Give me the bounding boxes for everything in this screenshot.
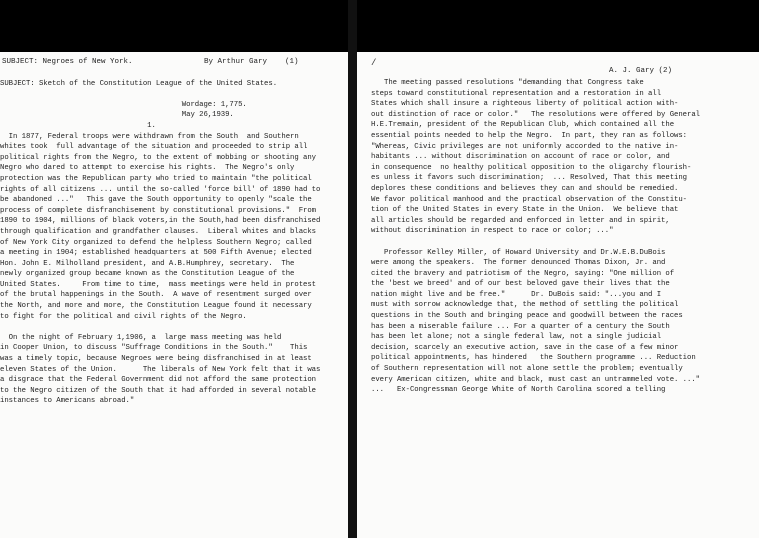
text-line: process of complete disfranchisement by constitutional provisions." From (0, 206, 317, 215)
text-line: instances to Americans abroad." (0, 397, 135, 406)
text-line (0, 89, 320, 100)
text-line: Professor Kelley Miller, of Howard University and Dr.W.E.B.DuBois (371, 248, 666, 257)
text-line: a disgrace that the Federal Government did not afford the same protection (0, 376, 317, 385)
author-header: By Arthur Gary (1) (204, 58, 299, 66)
text-line: Hon. John E. Milholland president, and A.B.Humphrey, secretary. The (0, 259, 295, 268)
text-line: were among the speakers. The former denounced Thomas Dixon, Jr. and (371, 259, 666, 268)
left-body-text (0, 68, 320, 407)
text-line: all articles should be regarded and enforced in letter and in spirit, (371, 216, 670, 225)
text-line (371, 237, 700, 248)
text-line: "Whereas, Civic privileges are not uniformly accorded to the native in- (371, 142, 679, 151)
text-line: through qualification and grandfather clauses. Liberal whites and blacks (0, 227, 317, 236)
text-line: decision, scarcely an executive action, save in the case of a few minor (371, 343, 679, 352)
text-line: whites took full advantage of the situation and proceeded to strip all (0, 143, 308, 152)
text-line: protection was the Republican party who tried to maintain "the political (0, 174, 312, 183)
text-line (0, 322, 320, 333)
text-line: to fight for the political and civil rights of the Negro. (0, 312, 247, 321)
text-line: Wordage: 1,775. (0, 100, 247, 109)
text-line: every American citizen, white and black, must cast an untrammeled vote. ..." (371, 375, 700, 384)
text-line: May 26,1939. (0, 111, 234, 120)
text-line: the North, and more and more, the Constitution League found it necessary (0, 302, 312, 311)
text-line: SUBJECT: Sketch of the Constitution League of the United States. (0, 79, 278, 88)
text-line: steps toward constitutional representation and a restoration in all (371, 89, 662, 98)
text-line: 1890 to 1904, millions of black voters,in the South,had been disfranchised (0, 217, 321, 226)
book-gutter (348, 0, 357, 538)
text-line: questions in the South and bringing peace and goodwill between the races (371, 312, 683, 321)
text-line: rights of all citizens ... until the so-called 'force bill' of 1890 had to (0, 185, 321, 194)
text-line: On the night of February 1,1906, a large mass meeting was held (0, 333, 282, 342)
text-line: to the Negro citizen of the South that it had afforded in several notable (0, 386, 317, 395)
text-line: States which shall insure a righteous liberty of political action with- (371, 100, 679, 109)
text-line: We favor political manhood and the practical observation of the Constitu- (371, 195, 688, 204)
text-line: Negro who dared to attempt to exercise his rights. The Negro's only (0, 164, 295, 173)
text-line: political rights from the Negro, to the extent of mobbing or shooting any (0, 153, 317, 162)
page-header: A. J. Gary (2) (609, 67, 673, 75)
text-line: in Cooper Union, to discuss "Suffrage Conditions in the South." This (0, 344, 308, 353)
text-line: of the brutal happenings in the South. A wave of resentment surged over (0, 291, 312, 300)
text-line: has been let alone; not a single federal law, not a single judicial (371, 333, 662, 342)
text-line: es unless it favors such discrimination; ... Resolved, That this meeting (371, 174, 688, 183)
text-line: tion of the United States in every State in the Union. We believe that (371, 206, 679, 215)
text-line: cited the bravery and patriotism of the Negro, saying: "One million of (371, 269, 675, 278)
text-line: political appointments, has hindered the Southern programme ... Reduction (371, 354, 696, 363)
text-line (0, 68, 320, 79)
text-line: be abandoned ..." This gave the South opportunity to openly "scale the (0, 196, 312, 205)
text-line: eleven States of the Union. The liberals of New York felt that it was (0, 365, 321, 374)
text-line: essential points needed to help the Negro. In part, they ran as follows: (371, 131, 688, 140)
pencil-mark: / (371, 58, 377, 68)
text-line: ... Ex-Congressman George White of North Carolina scored a telling (371, 386, 666, 395)
text-line: has been a miserable failure ... For a quarter of a century the South (371, 322, 670, 331)
text-line: H.E.Tremain, president of the Republican Club, which contained all the (371, 121, 675, 130)
left-page (0, 52, 348, 538)
text-line: a meeting in 1904; established headquarters at 500 Fifth Avenue; elected (0, 249, 312, 258)
text-line: the 'best we breed' and of our best beloved gave their lives that the (371, 280, 670, 289)
text-line: habitants ... without discrimination on account of race or color, and (371, 153, 670, 162)
text-line: was a timely topic, because Negroes were being disfranchised in at least (0, 355, 312, 364)
subject-header: SUBJECT: Negroes of New York. (2, 58, 133, 66)
text-line: The meeting passed resolutions "demanding that Congress take (371, 79, 644, 87)
text-line: of Southern representation will not alone settle the problem; eventually (371, 365, 683, 374)
text-line: nation might live and be free." Dr. DuBois said: "...you and I (371, 290, 662, 299)
text-line: out distinction of race or color." The resolutions were offered by General (371, 110, 700, 119)
right-page (357, 52, 759, 538)
text-line: deplores these conditions and believes they can and should be remedied. (371, 184, 679, 193)
text-line: without discrimination in respect to race or color; ..." (371, 227, 614, 236)
right-body-text (371, 78, 700, 396)
text-line: of New York City organized to defend the helpless Southern Negro; called (0, 238, 312, 247)
text-line: newly organized group became known as the Constitution League of the (0, 270, 295, 279)
text-line: in consequence no healthy political opposition to the oligarchy flourish- (371, 163, 692, 172)
text-line: 1. (0, 121, 156, 130)
text-line: In 1877, Federal troops were withdrawn from the South and Southern (0, 132, 299, 141)
text-line: United States. From time to time, mass meetings were held in protest (0, 280, 317, 289)
text-line: must with sorrow acknowledge that, the method of settling the political (371, 301, 679, 310)
